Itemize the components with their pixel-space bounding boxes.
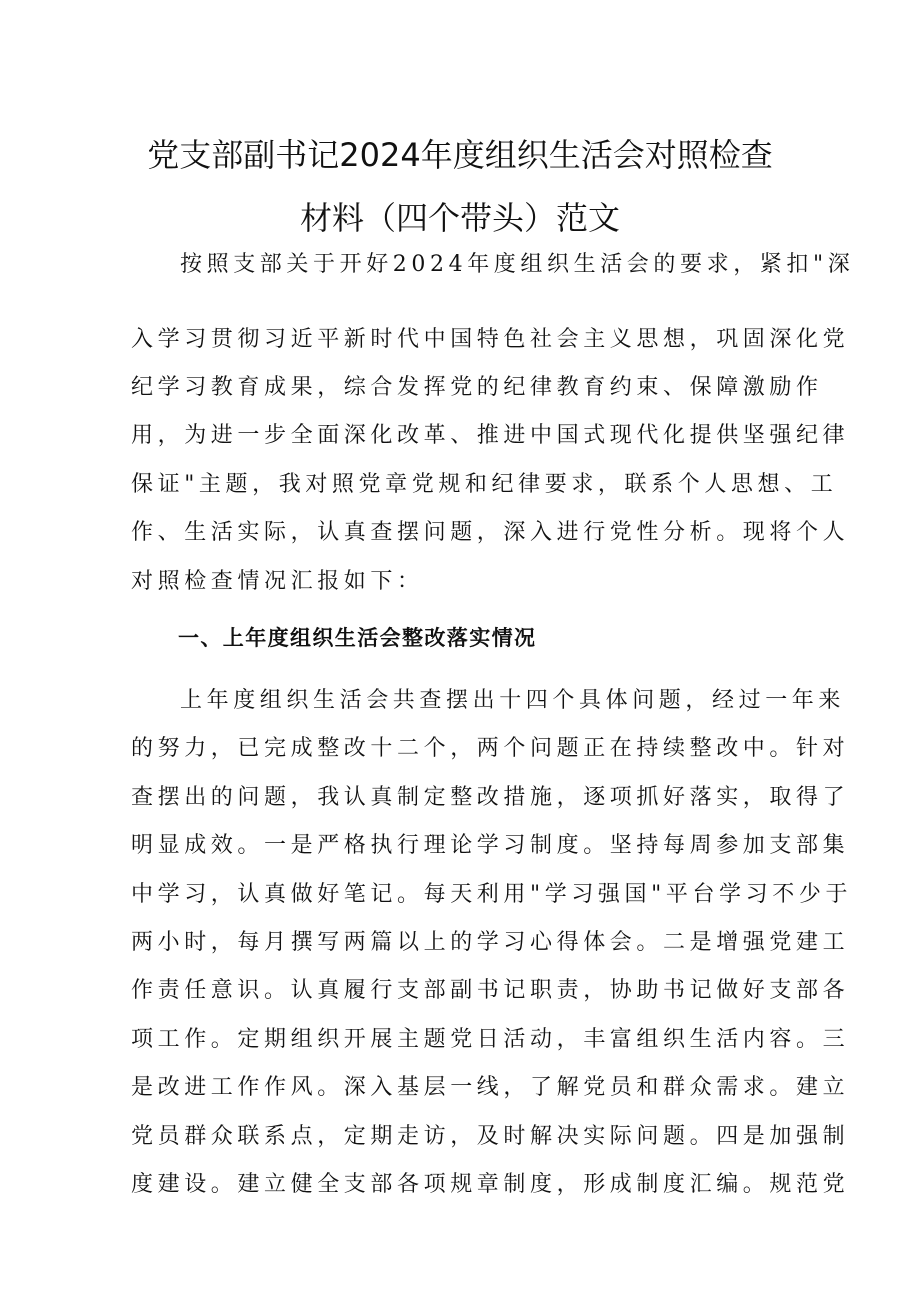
paragraph-line: 中学习，认真做好笔记。每天利用"学习强国"平台学习不少于 <box>131 882 853 907</box>
document-title-line-1: 党支部副书记2024年度组织生活会对照检查 <box>147 136 773 174</box>
paragraph-line: 查摆出的问题，我认真制定整改措施，逐项抓好落实，取得了 <box>131 785 850 810</box>
paragraph-line: 党员群众联系点，定期走访，及时解决实际问题。四是加强制 <box>131 1124 850 1149</box>
paragraph-line: 上年度组织生活会共查摆出十四个具体问题，经过一年来 <box>180 688 846 713</box>
paragraph-line: 入学习贯彻习近平新时代中国特色社会主义思想，巩固深化党 <box>131 327 850 352</box>
paragraph-line: 纪学习教育成果，综合发挥党的纪律教育约束、保障激励作 <box>131 375 823 400</box>
paragraph-line: 用，为进一步全面深化改革、推进中国式现代化提供坚强纪律 <box>131 423 850 448</box>
paragraph-line: 对照检查情况汇报如下： <box>131 569 424 594</box>
paragraph-line: 明显成效。一是严格执行理论学习制度。坚持每周参加支部集 <box>131 833 850 858</box>
paragraph-line: 保证"主题，我对照党章党规和纪律要求，联系个人思想、工 <box>131 472 838 497</box>
paragraph-line: 两小时，每月撰写两篇以上的学习心得体会。二是增强党建工 <box>131 930 850 955</box>
paragraph-line: 作、生活实际，认真查摆问题，深入进行党性分析。现将个人 <box>131 520 850 545</box>
document-title-line-2: 材料（四个带头）范文 <box>299 199 620 237</box>
paragraph-line: 度建设。建立健全支部各项规章制度，形成制度汇编。规范党 <box>131 1172 850 1197</box>
paragraph-line: 项工作。定期组织开展主题党日活动，丰富组织生活内容。三 <box>131 1027 850 1052</box>
paragraph-line: 的努力，已完成整改十二个，两个问题正在持续整改中。针对 <box>131 736 850 761</box>
paragraph-line: 按照支部关于开好2024年度组织生活会的要求，紧扣"深 <box>180 252 855 277</box>
section-heading: 一、上年度组织生活会整改落实情况 <box>178 626 537 650</box>
paragraph-line: 是改进工作作风。深入基层一线，了解党员和群众需求。建立 <box>131 1075 850 1100</box>
paragraph-line: 作责任意识。认真履行支部副书记职责，协助书记做好支部各 <box>131 978 850 1003</box>
